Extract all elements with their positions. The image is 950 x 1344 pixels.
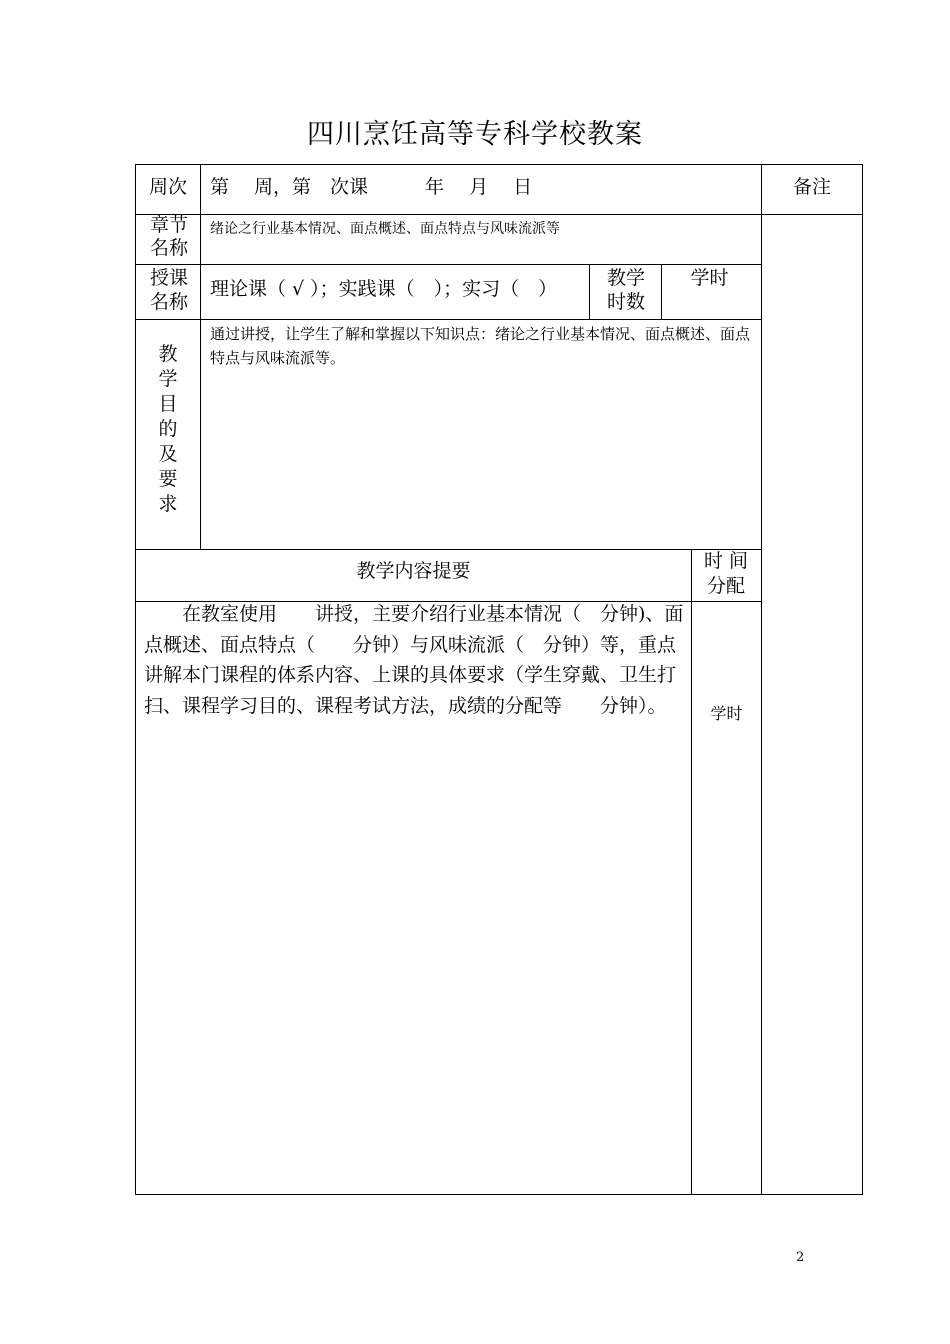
time-header: 时 间分配 bbox=[703, 550, 749, 597]
col-divider bbox=[200, 164, 201, 550]
col-divider bbox=[589, 264, 590, 320]
table-border-left bbox=[135, 164, 136, 1195]
content-body: 在教室使用 讲授，主要介绍行业基本情况（ 分钟)、面点概述、面点特点（ 分钟）与风味流派（ 分钟）等，重点讲解本门课程的体系内容、上课的具体要求（学生穿戴、卫生打扫、课程学习目的、课程考试方法，成绩的分配等 分钟）。 bbox=[144, 603, 684, 717]
page-number: 2 bbox=[796, 1250, 805, 1265]
table-border-bottom bbox=[135, 1194, 863, 1195]
row-divider bbox=[135, 319, 762, 320]
objective-label bbox=[136, 342, 200, 517]
objective-label-char: 的 bbox=[158, 418, 178, 440]
chapter-value: 绪论之行业基本情况、面点概述、面点特点与风味流派等 bbox=[210, 221, 560, 237]
col-divider bbox=[761, 164, 762, 1195]
week-value: 第 周，第 次课 年 月 日 bbox=[210, 176, 533, 198]
table-border-right bbox=[862, 164, 863, 1195]
col-divider bbox=[691, 549, 692, 1195]
time-value: 学时 bbox=[710, 704, 743, 723]
objective-label-char: 求 bbox=[158, 493, 178, 515]
course-type-label: 授课名称 bbox=[149, 267, 188, 313]
document-title: 四川烹饪高等专科学校教案 bbox=[307, 119, 643, 150]
chapter-label: 章节名称 bbox=[149, 214, 188, 259]
objective-label-char: 学 bbox=[158, 368, 178, 390]
objective-value: 通过讲授，让学生了解和掌握以下知识点：绪论之行业基本情况、面点概述、面点特点与风味流派等。 bbox=[210, 325, 751, 367]
objective-label-char: 要 bbox=[158, 468, 178, 490]
remarks-label: 备注 bbox=[792, 176, 831, 198]
row-divider bbox=[135, 264, 762, 265]
table-border-top bbox=[135, 164, 863, 165]
objective-label-char: 目 bbox=[158, 393, 178, 415]
course-type-value: 理论课（ √ ）；实践课（ ）；实习（ ） bbox=[210, 278, 558, 300]
objective-label-char: 及 bbox=[158, 443, 178, 465]
content-header: 教学内容提要 bbox=[356, 560, 471, 582]
hours-value: 学时 bbox=[690, 267, 729, 289]
row-divider bbox=[135, 549, 762, 550]
objective-label-char: 教 bbox=[158, 343, 178, 365]
hours-label: 教学时数 bbox=[606, 267, 645, 313]
week-label: 周次 bbox=[148, 176, 187, 198]
row-divider bbox=[135, 214, 863, 215]
